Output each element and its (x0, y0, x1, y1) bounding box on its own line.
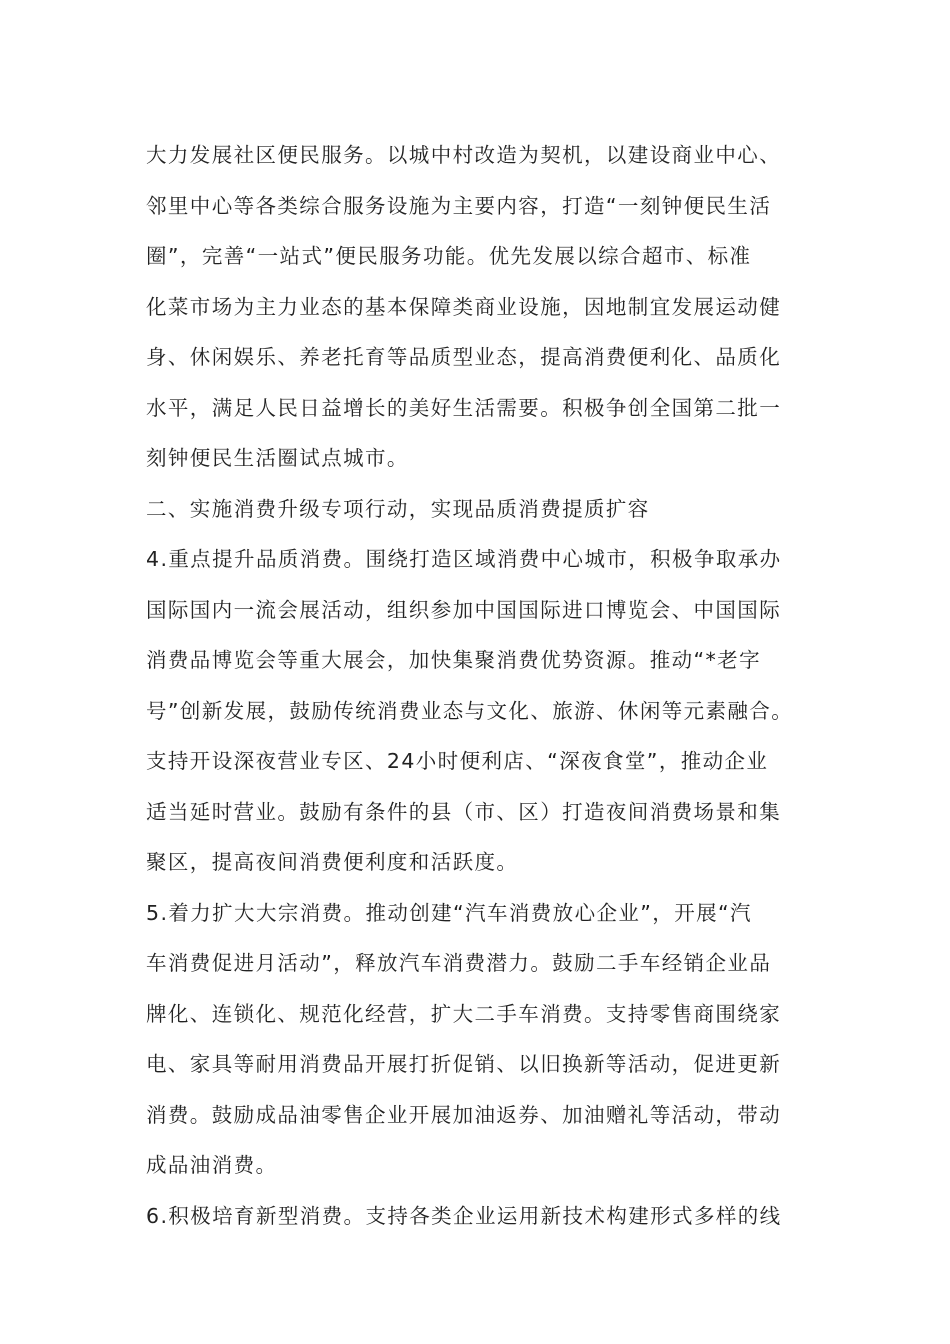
paragraph-line: 车消费促进月活动”，释放汽车消费潜力。鼓励二手车经销企业品 (146, 951, 772, 975)
paragraph-line: 4.重点提升品质消费。围绕打造区域消费中心城市，积极争取承办 (146, 547, 782, 571)
paragraph-line: 水平，满足人民日益增长的美好生活需要。积极争创全国第二批一 (146, 395, 782, 420)
document-body (146, 130, 830, 1241)
paragraph-line: 号”创新发展，鼓励传统消费业态与文化、旅游、休闲等元素融合。 (146, 698, 794, 723)
paragraph-line: 身、休闲娱乐、养老托育等品质型业态，提高消费便利化、品质化 (146, 345, 782, 369)
paragraph-line: 消费品博览会等重大展会，加快集聚消费优势资源。推动“*老字 (146, 648, 761, 672)
paragraph-line: 大力发展社区便民服务。以城中村改造为契机，以建设商业中心、 (146, 143, 782, 167)
paragraph-line: 牌化、连锁化、规范化经营，扩大二手车消费。支持零售商围绕家 (146, 1001, 782, 1026)
paragraph-line: 适当延时营业。鼓励有条件的县（市、区）打造夜间消费场景和集 (146, 799, 782, 824)
paragraph-line: 成品油消费。 (146, 1153, 278, 1177)
paragraph-line: 消费。鼓励成品油零售企业开展加油返券、加油赠礼等活动，带动 (146, 1102, 782, 1127)
paragraph-line: 圈”，完善“一站式”便民服务功能。优先发展以综合超市、标准 (146, 244, 752, 268)
section-heading: 二、实施消费升级专项行动，实现品质消费提质扩容 (146, 496, 650, 521)
paragraph-line: 6.积极培育新型消费。支持各类企业运用新技术构建形式多样的线 (146, 1203, 782, 1228)
paragraph-line: 国际国内一流会展活动，组织参加中国国际进口博览会、中国国际 (146, 597, 782, 622)
paragraph-line: 聚区，提高夜间消费便利度和活跃度。 (146, 850, 519, 874)
paragraph-line: 支持开设深夜营业专区、24小时便利店、“深夜食堂”，推动企业 (146, 749, 769, 773)
paragraph-line: 邻里中心等各类综合服务设施为主要内容，打造“一刻钟便民生活 (146, 193, 772, 218)
paragraph-line: 化菜市场为主力业态的基本保障类商业设施，因地制宜发展运动健 (146, 294, 782, 319)
paragraph-line: 刻钟便民生活圈试点城市。 (146, 446, 409, 470)
paragraph-line: 电、家具等耐用消费品开展打折促销、以旧换新等活动，促进更新 (146, 1052, 782, 1076)
paragraph-line: 5.着力扩大大宗消费。推动创建“汽车消费放心企业”，开展“汽 (146, 900, 752, 925)
